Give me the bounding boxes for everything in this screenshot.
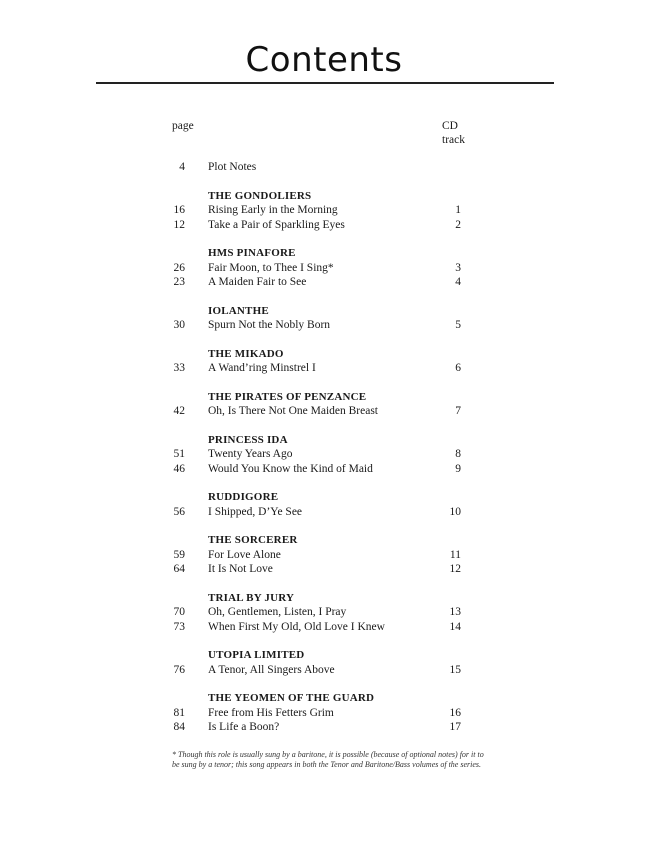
spacer bbox=[0, 175, 648, 189]
entry-track: 11 bbox=[449, 548, 461, 561]
section-title: THE SORCERER bbox=[208, 534, 298, 546]
entry-page: 56 bbox=[173, 505, 185, 518]
toc-entry bbox=[0, 404, 648, 419]
section-title: THE MIKADO bbox=[208, 347, 284, 360]
page-column-header: page bbox=[172, 120, 194, 132]
spacer bbox=[0, 232, 648, 246]
entry-track: 17 bbox=[449, 721, 461, 733]
cd-track-column-header bbox=[442, 119, 465, 147]
entry-page: 84 bbox=[173, 721, 185, 733]
entry-track: 3 bbox=[455, 261, 461, 274]
entry-page: 70 bbox=[173, 606, 185, 618]
toc-entry bbox=[0, 706, 648, 721]
section-title: IOLANTHE bbox=[208, 304, 269, 317]
entry-page: 33 bbox=[173, 362, 185, 374]
entry-page: 42 bbox=[173, 405, 185, 417]
entry-title: Twenty Years Ago bbox=[208, 448, 293, 460]
sections-list bbox=[0, 189, 648, 735]
toc-entry bbox=[0, 605, 648, 620]
spacer bbox=[0, 634, 648, 648]
toc-entry bbox=[0, 203, 648, 218]
entry-title: A Tenor, All Singers Above bbox=[208, 663, 335, 676]
entry-title: A Maiden Fair to See bbox=[208, 276, 307, 288]
toc-entry bbox=[0, 663, 648, 678]
toc-entry bbox=[0, 462, 648, 477]
entry-page: 76 bbox=[173, 663, 185, 676]
entry-track: 10 bbox=[449, 505, 461, 518]
entry-track: 9 bbox=[455, 462, 461, 475]
plot-notes-entry bbox=[0, 160, 648, 175]
section-heading bbox=[0, 648, 648, 663]
entry-title: Spurn Not the Nobly Born bbox=[208, 319, 331, 331]
entry-page: 4 bbox=[179, 161, 185, 173]
spacer bbox=[0, 333, 648, 347]
section-title: PRINCESS IDA bbox=[208, 433, 288, 446]
entry-title: It Is Not Love bbox=[208, 563, 273, 575]
section-title: UTOPIA LIMITED bbox=[208, 649, 305, 661]
entry-title: For Love Alone bbox=[208, 548, 281, 561]
entry-track: 4 bbox=[455, 276, 461, 288]
toc-entry bbox=[0, 720, 648, 735]
section-heading bbox=[0, 189, 648, 204]
toc-entry bbox=[0, 562, 648, 577]
entry-title: Plot Notes bbox=[208, 161, 257, 173]
toc-entry bbox=[0, 361, 648, 376]
spacer bbox=[0, 290, 648, 304]
entry-title: Is Life a Boon? bbox=[208, 721, 280, 733]
section-heading bbox=[0, 246, 648, 261]
section-heading bbox=[0, 533, 648, 548]
entry-title: Rising Early in the Morning bbox=[208, 204, 338, 216]
section-heading bbox=[0, 390, 648, 405]
toc-entry bbox=[0, 218, 648, 233]
entry-track: 15 bbox=[449, 663, 461, 676]
entry-page: 12 bbox=[173, 218, 185, 231]
section-heading bbox=[0, 591, 648, 606]
entry-page: 23 bbox=[173, 276, 185, 288]
cd-label: CD bbox=[442, 120, 458, 132]
section-title: RUDDIGORE bbox=[208, 491, 279, 503]
entry-track: 13 bbox=[449, 606, 461, 618]
title-rule bbox=[96, 82, 554, 84]
entry-page: 26 bbox=[173, 261, 185, 274]
entry-track: 5 bbox=[455, 319, 461, 331]
spacer bbox=[0, 577, 648, 591]
entry-page: 51 bbox=[173, 448, 185, 460]
section-heading bbox=[0, 304, 648, 319]
entry-title: When First My Old, Old Love I Knew bbox=[208, 620, 385, 633]
entry-page: 46 bbox=[173, 462, 185, 475]
entry-page: 81 bbox=[173, 706, 185, 719]
entry-track: 7 bbox=[455, 405, 461, 417]
spacer bbox=[0, 376, 648, 390]
spacer bbox=[0, 476, 648, 490]
section-heading bbox=[0, 347, 648, 362]
entry-page: 59 bbox=[173, 548, 185, 561]
entry-track: 6 bbox=[455, 362, 461, 374]
section-title: TRIAL BY JURY bbox=[208, 591, 295, 604]
entry-title: Oh, Is There Not One Maiden Breast bbox=[208, 405, 379, 417]
section-title: THE PIRATES OF PENZANCE bbox=[208, 390, 367, 403]
entry-title: Free from His Fetters Grim bbox=[208, 706, 334, 719]
entry-title: A Wand’ring Minstrel I bbox=[208, 362, 316, 374]
entry-track: 12 bbox=[449, 563, 461, 575]
toc-entry bbox=[0, 620, 648, 635]
entry-track: 2 bbox=[455, 218, 461, 231]
toc-entry bbox=[0, 505, 648, 520]
toc-entry bbox=[0, 447, 648, 462]
spacer bbox=[0, 419, 648, 433]
section-heading bbox=[0, 691, 648, 706]
spacer bbox=[0, 677, 648, 691]
entry-title: Would You Know the Kind of Maid bbox=[208, 462, 373, 475]
entry-page: 30 bbox=[173, 319, 185, 331]
page-title: Contents bbox=[245, 40, 403, 80]
footnote: * Though this role is usually sung by a baritone, it is possible (because of optional notes) for it to be sung by a tenor; this song appears in both the Tenor and Baritone/Bass volumes of the series. bbox=[172, 750, 484, 769]
section-title: THE YEOMEN OF THE GUARD bbox=[208, 692, 375, 704]
section-heading bbox=[0, 490, 648, 505]
toc-entry bbox=[0, 548, 648, 563]
entry-track: 1 bbox=[455, 204, 461, 216]
entry-title: I Shipped, D’Ye See bbox=[208, 505, 303, 518]
entry-track: 16 bbox=[449, 706, 461, 719]
entry-title: Take a Pair of Sparkling Eyes bbox=[208, 218, 345, 231]
toc-entry bbox=[0, 261, 648, 276]
section-title: THE GONDOLIERS bbox=[208, 189, 312, 202]
track-label: track bbox=[442, 134, 465, 146]
table-of-contents bbox=[0, 160, 648, 735]
entry-track: 14 bbox=[449, 620, 461, 633]
section-title: HMS PINAFORE bbox=[208, 247, 296, 259]
entry-page: 64 bbox=[173, 563, 185, 575]
spacer bbox=[0, 519, 648, 533]
toc-entry bbox=[0, 318, 648, 333]
entry-page: 16 bbox=[173, 204, 185, 216]
toc-entry bbox=[0, 275, 648, 290]
entry-title: Fair Moon, to Thee I Sing* bbox=[208, 261, 334, 274]
section-heading bbox=[0, 433, 648, 448]
entry-title: Oh, Gentlemen, Listen, I Pray bbox=[208, 606, 347, 618]
entry-track: 8 bbox=[455, 448, 461, 460]
entry-page: 73 bbox=[173, 620, 185, 633]
